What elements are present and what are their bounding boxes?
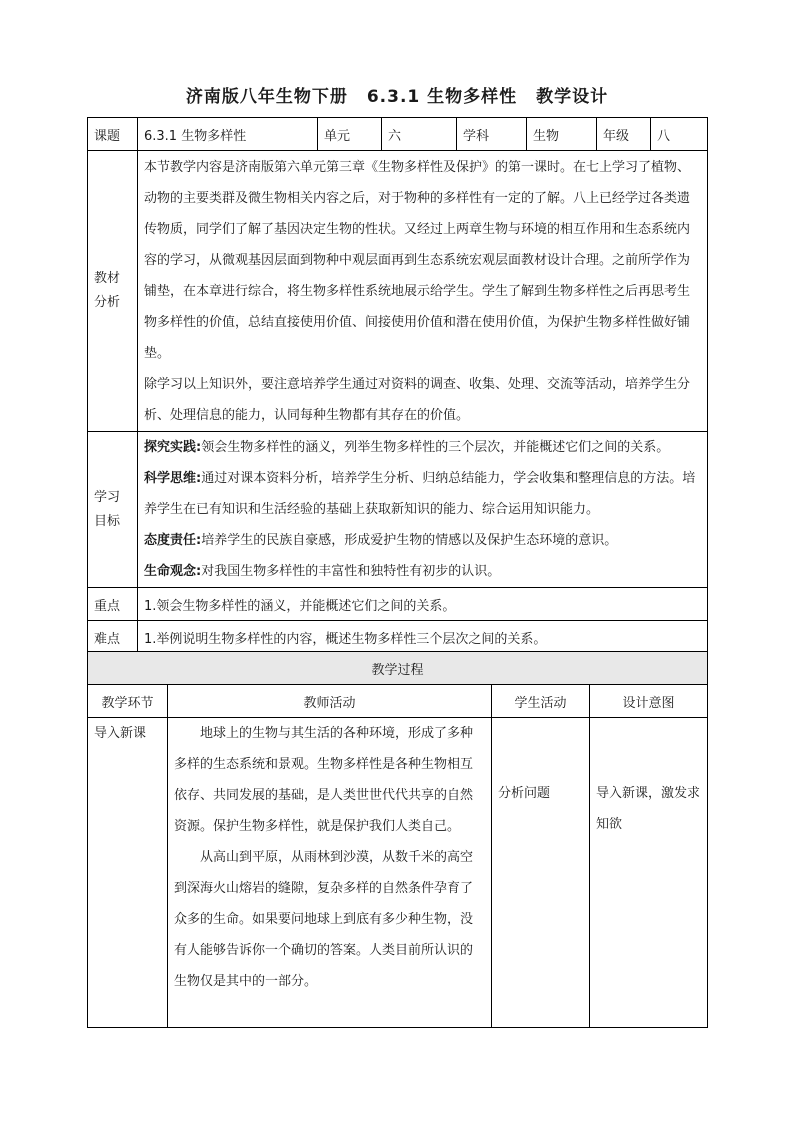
- process-header-row: [88, 652, 708, 685]
- objectives-label: 学习 目标: [88, 432, 138, 588]
- topic-label: 课题: [88, 118, 138, 151]
- document-title: [0, 82, 794, 107]
- key-point-text: 1.领会生物多样性的涵义，并能概述它们之间的关系。: [138, 588, 708, 621]
- column-intent: 设计意图: [590, 685, 708, 718]
- lesson-info-table: [87, 117, 708, 654]
- process-header: 教学过程: [88, 652, 708, 685]
- key-point-label: 重点: [88, 588, 138, 621]
- material-analysis-label: 教材 分析: [88, 151, 138, 432]
- teacher-para2: 从高山到平原，从雨林到沙漠，从数千米的高空到深海火山熔岩的缝隙，复杂多样的自然条件孕育了众多的生命。如果要问地球上到底有多少种生物，没有人能够告诉你一个确切的答案。人类目前所认识的生物仅是其中的一部分。: [174, 850, 474, 989]
- objectives-row: [88, 432, 708, 588]
- unit-label: 单元: [318, 118, 382, 151]
- grade-value: 八: [651, 118, 708, 151]
- objective-item: 态度责任:培养学生的民族自豪感，形成爱护生物的情感以及保护生态环境的意识。: [144, 533, 618, 548]
- process-row: [88, 718, 708, 1028]
- column-stage: 教学环节: [88, 685, 168, 718]
- grade-label: 年级: [597, 118, 651, 151]
- title-section: 6.3.1 生物多样性: [366, 87, 518, 107]
- objective-item: 生命观念:对我国生物多样性的丰富性和独特性有初步的认识。: [144, 564, 501, 579]
- material-analysis-content: [138, 151, 708, 432]
- info-row: [88, 118, 708, 151]
- column-student: 学生活动: [492, 685, 590, 718]
- unit-value: 六: [382, 118, 457, 151]
- material-analysis-row: [88, 151, 708, 432]
- objectives-content: [138, 432, 708, 588]
- material-analysis-para1: 本节教学内容是济南版第六单元第三章《生物多样性及保护》的第一课时。在七上学习了植物、动物的主要类群及微生物相关内容之后，对于物种的多样性有一定的了解。八上已经学过各类遗传物质，同学们了解了基因决定生物的性状。又经过上两章生物与环境的相互作用和生态系统内容的学习，从微观基因层面到物种中观层面再到生态系统宏观层面教材设计合理。之前所学作为铺垫，在本章进行综合，将生物多样性系统地展示给学生。学生了解到生物多样性之后再思考生物多样性的价值，总结直接使用价值、间接使用价值和潜在使用价值，为保护生物多样性做好铺垫。: [144, 159, 691, 361]
- column-teacher: 教师活动: [168, 685, 492, 718]
- material-analysis-para2: 除学习以上知识外，要注意培养学生通过对资料的调查、收集、处理、交流等活动，培养学生分析、处理信息的能力，认同每种生物都有其存在的价值。: [144, 376, 691, 423]
- teaching-process-table: [87, 651, 708, 1028]
- difficult-point-text: 1.举例说明生物多样性的内容，概述生物多样性三个层次之间的关系。: [138, 621, 708, 654]
- objective-item: 探究实践:领会生物多样性的涵义，列举生物多样性的三个层次，并能概述它们之间的关系。: [144, 440, 670, 455]
- difficult-point-row: [88, 621, 708, 654]
- key-point-row: [88, 588, 708, 621]
- subject-label: 学科: [457, 118, 527, 151]
- stage-cell: 导入新课: [88, 718, 168, 1028]
- design-intent-cell: 导入新课，激发求知欲: [590, 718, 708, 1028]
- title-main: 济南版八年生物下册: [185, 87, 348, 107]
- topic-value: 6.3.1 生物多样性: [138, 118, 318, 151]
- teacher-activity-cell: [168, 718, 492, 1028]
- subject-value: 生物: [527, 118, 597, 151]
- teacher-para1: 地球上的生物与其生活的各种环境，形成了多种多样的生态系统和景观。生物多样性是各种生物相互依存、共同发展的基础，是人类世世代代共享的自然资源。保护生物多样性，就是保护我们人类自己。: [174, 726, 474, 834]
- student-activity-cell: 分析问题: [492, 718, 590, 1028]
- objective-item: 科学思维:通过对课本资料分析，培养学生分析、归纳总结能力，学会收集和整理信息的方法。培养学生在已有知识和生活经验的基础上获取新知识的能力、综合运用知识能力。: [144, 471, 696, 517]
- process-columns-row: [88, 685, 708, 718]
- title-type: 教学设计: [536, 87, 609, 107]
- difficult-point-label: 难点: [88, 621, 138, 654]
